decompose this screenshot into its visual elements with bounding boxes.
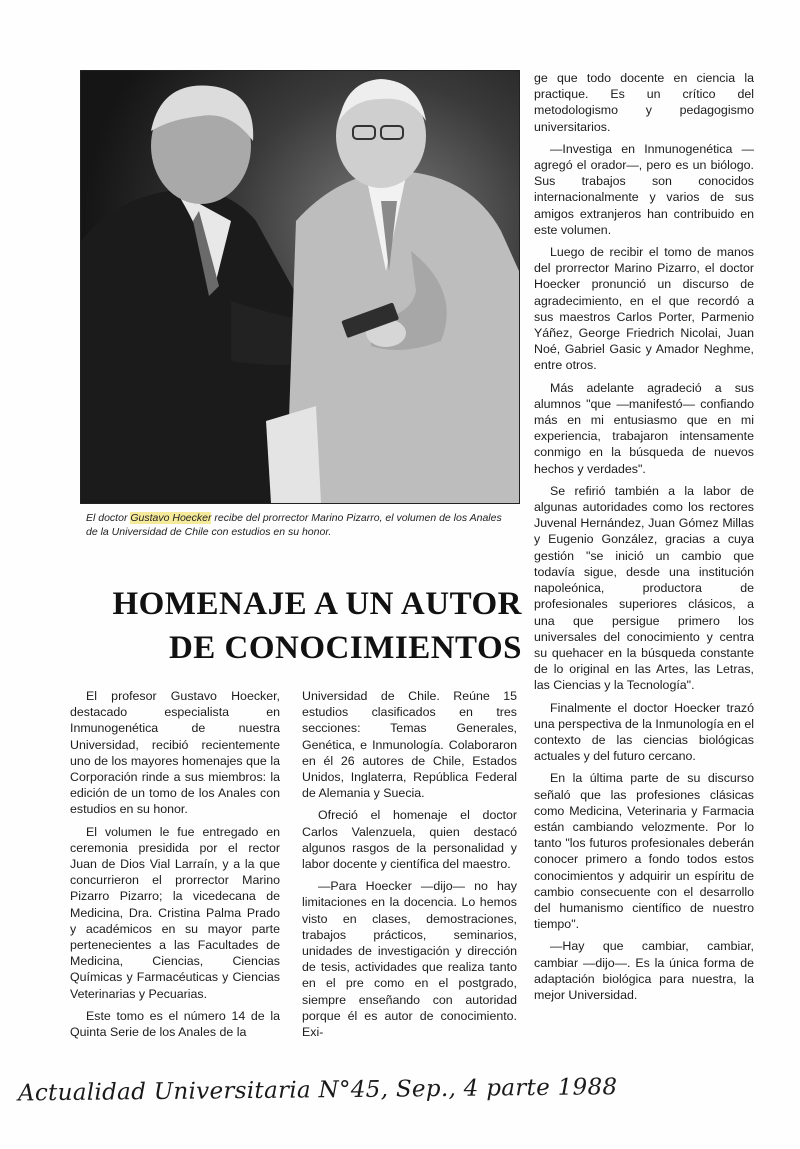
paragraph: Luego de recibir el tomo de manos del prorrector Marino Pizarro, el doctor Hoecker pronunció un discurso de agradecimiento, en el que recordó a sus maestros Carlos Porter, Parmenio Yáñez, George Friedrich Nicolai, Juan Noé, Gabriel Gasic y Amador Neghme, entre otros. <box>534 245 754 373</box>
paragraph: Ofreció el homenaje el doctor Carlos Valenzuela, quien destacó algunos rasgos de la personalidad y labor docente y científica del maestro. <box>302 808 517 872</box>
paragraph: En la última parte de su discurso señaló que las profesiones clásicas como Medicina, Veterinaria y Farmacia están cambiando velozmente. Por lo tanto "los futuros profesionales deberán conocer primero a fondo todos estos conocimientos y adquirir un espíritu de cambio consecuente con el desarrollo del humanismo científico de nuestro tiempo". <box>534 771 754 932</box>
article-column-1 <box>70 688 280 1046</box>
paragraph: Se refirió también a la labor de algunas autoridades como los rectores Juvenal Hernández, Juan Gómez Millas y Eugenio González, gracias a cuya gestión "se inició un cambio que todavía sigue, desde una institución napoleónica, productora de profesionales superiores clásicos, a una que persigue primero los universales del conocimiento y centra su quehacer en la búsqueda constante de lo original en las Artes, las Letras, las Ciencias y la Tecnología". <box>534 483 754 693</box>
two-men-handshake-photo-icon <box>81 71 519 503</box>
paragraph: Más adelante agradeció a sus alumnos "que —manifestó— confiando más en mi entusiasmo que en mi experiencia, trabajaron intensamente conmigo en la búsqueda de nuevos hechos y verdades". <box>534 380 754 476</box>
paragraph: Este tomo es el número 14 de la Quinta Serie de los Anales de la <box>70 1008 280 1040</box>
headline-line-1: HOMENAJE A UN AUTOR <box>112 586 522 622</box>
headline-line-2: DE CONOCIMIENTOS <box>168 630 522 666</box>
photo-two-men-exchanging-book <box>80 70 520 504</box>
article-headline <box>70 582 522 670</box>
paragraph: —Hay que cambiar, cambiar, cambiar —dijo—. Es la única forma de adaptación biológica para nuestra, la mejor Universidad. <box>534 939 754 1002</box>
article-column-2 <box>302 688 517 1046</box>
article-column-3 <box>534 70 754 1009</box>
caption-text-end: recibe del prorrector Marino Pizarro, el volumen de los Anales de la Universidad de Chile con estudios en su honor. <box>86 512 502 538</box>
handwritten-source-note: Actualidad Universitaria N°45, Sep., 4 parte 1988 <box>17 1074 618 1107</box>
caption-text-start: El doctor <box>86 512 131 524</box>
photo-caption <box>86 511 516 539</box>
paragraph: —Para Hoecker —dijo— no hay limitaciones en la docencia. Lo hemos visto en clases, demostraciones, trabajos prácticos, seminarios, unidades de investigación y dirección de tesis, actividades que realiza tanto en el pre como en el postgrado, siempre enseñando con autoridad porque él es autor de conocimiento. Exi- <box>302 879 517 1040</box>
paragraph: Finalmente el doctor Hoecker trazó una perspectiva de la Inmunología en el contexto de las ciencias biológicas actuales y del futuro cercano. <box>534 700 754 764</box>
paragraph: ge que todo docente en ciencia la practique. Es un crítico del metodologismo y pedagogismo universitarios. <box>534 71 754 134</box>
paragraph: —Investiga en Inmunogenética —agregó el orador—, pero es un biólogo. Sus trabajos son conocidos internacionalmente y varios de sus amigos extranjeros han contribuido en este volumen. <box>534 141 754 237</box>
paragraph: El volumen le fue entregado en ceremonia presidida por el rector Juan de Dios Vial Larraín, y a la que concurrieron el prorrector Marino Pizarro Pizarro; la vicedecana de Medicina, Dra. Cristina Palma Prado y académicos en su mayor parte pertenecientes a las Facultades de Medicina, Ciencias, Ciencias Químicas y Farmacéuticas y Ciencias Veterinarias y Pecuarias. <box>70 824 280 1001</box>
paragraph: El profesor Gustavo Hoecker, destacado especialista en Inmunogenética de nuestra Universidad, recibió recientemente uno de los mayores homenajes que la Corporación rinde a sus miembros: la edición de un tomo de los Anales con estudios en su honor. <box>70 689 280 817</box>
paragraph: Universidad de Chile. Reúne 15 estudios clasificados en tres secciones: Temas Generales, Genética, e Inmunología. Colaboraron en él 26 autores de Chile, Estados Unidos, Inglaterra, República Federal de Alemania y Suecia. <box>302 689 517 801</box>
caption-highlighted-name: Gustavo Hoecker <box>130 512 212 524</box>
